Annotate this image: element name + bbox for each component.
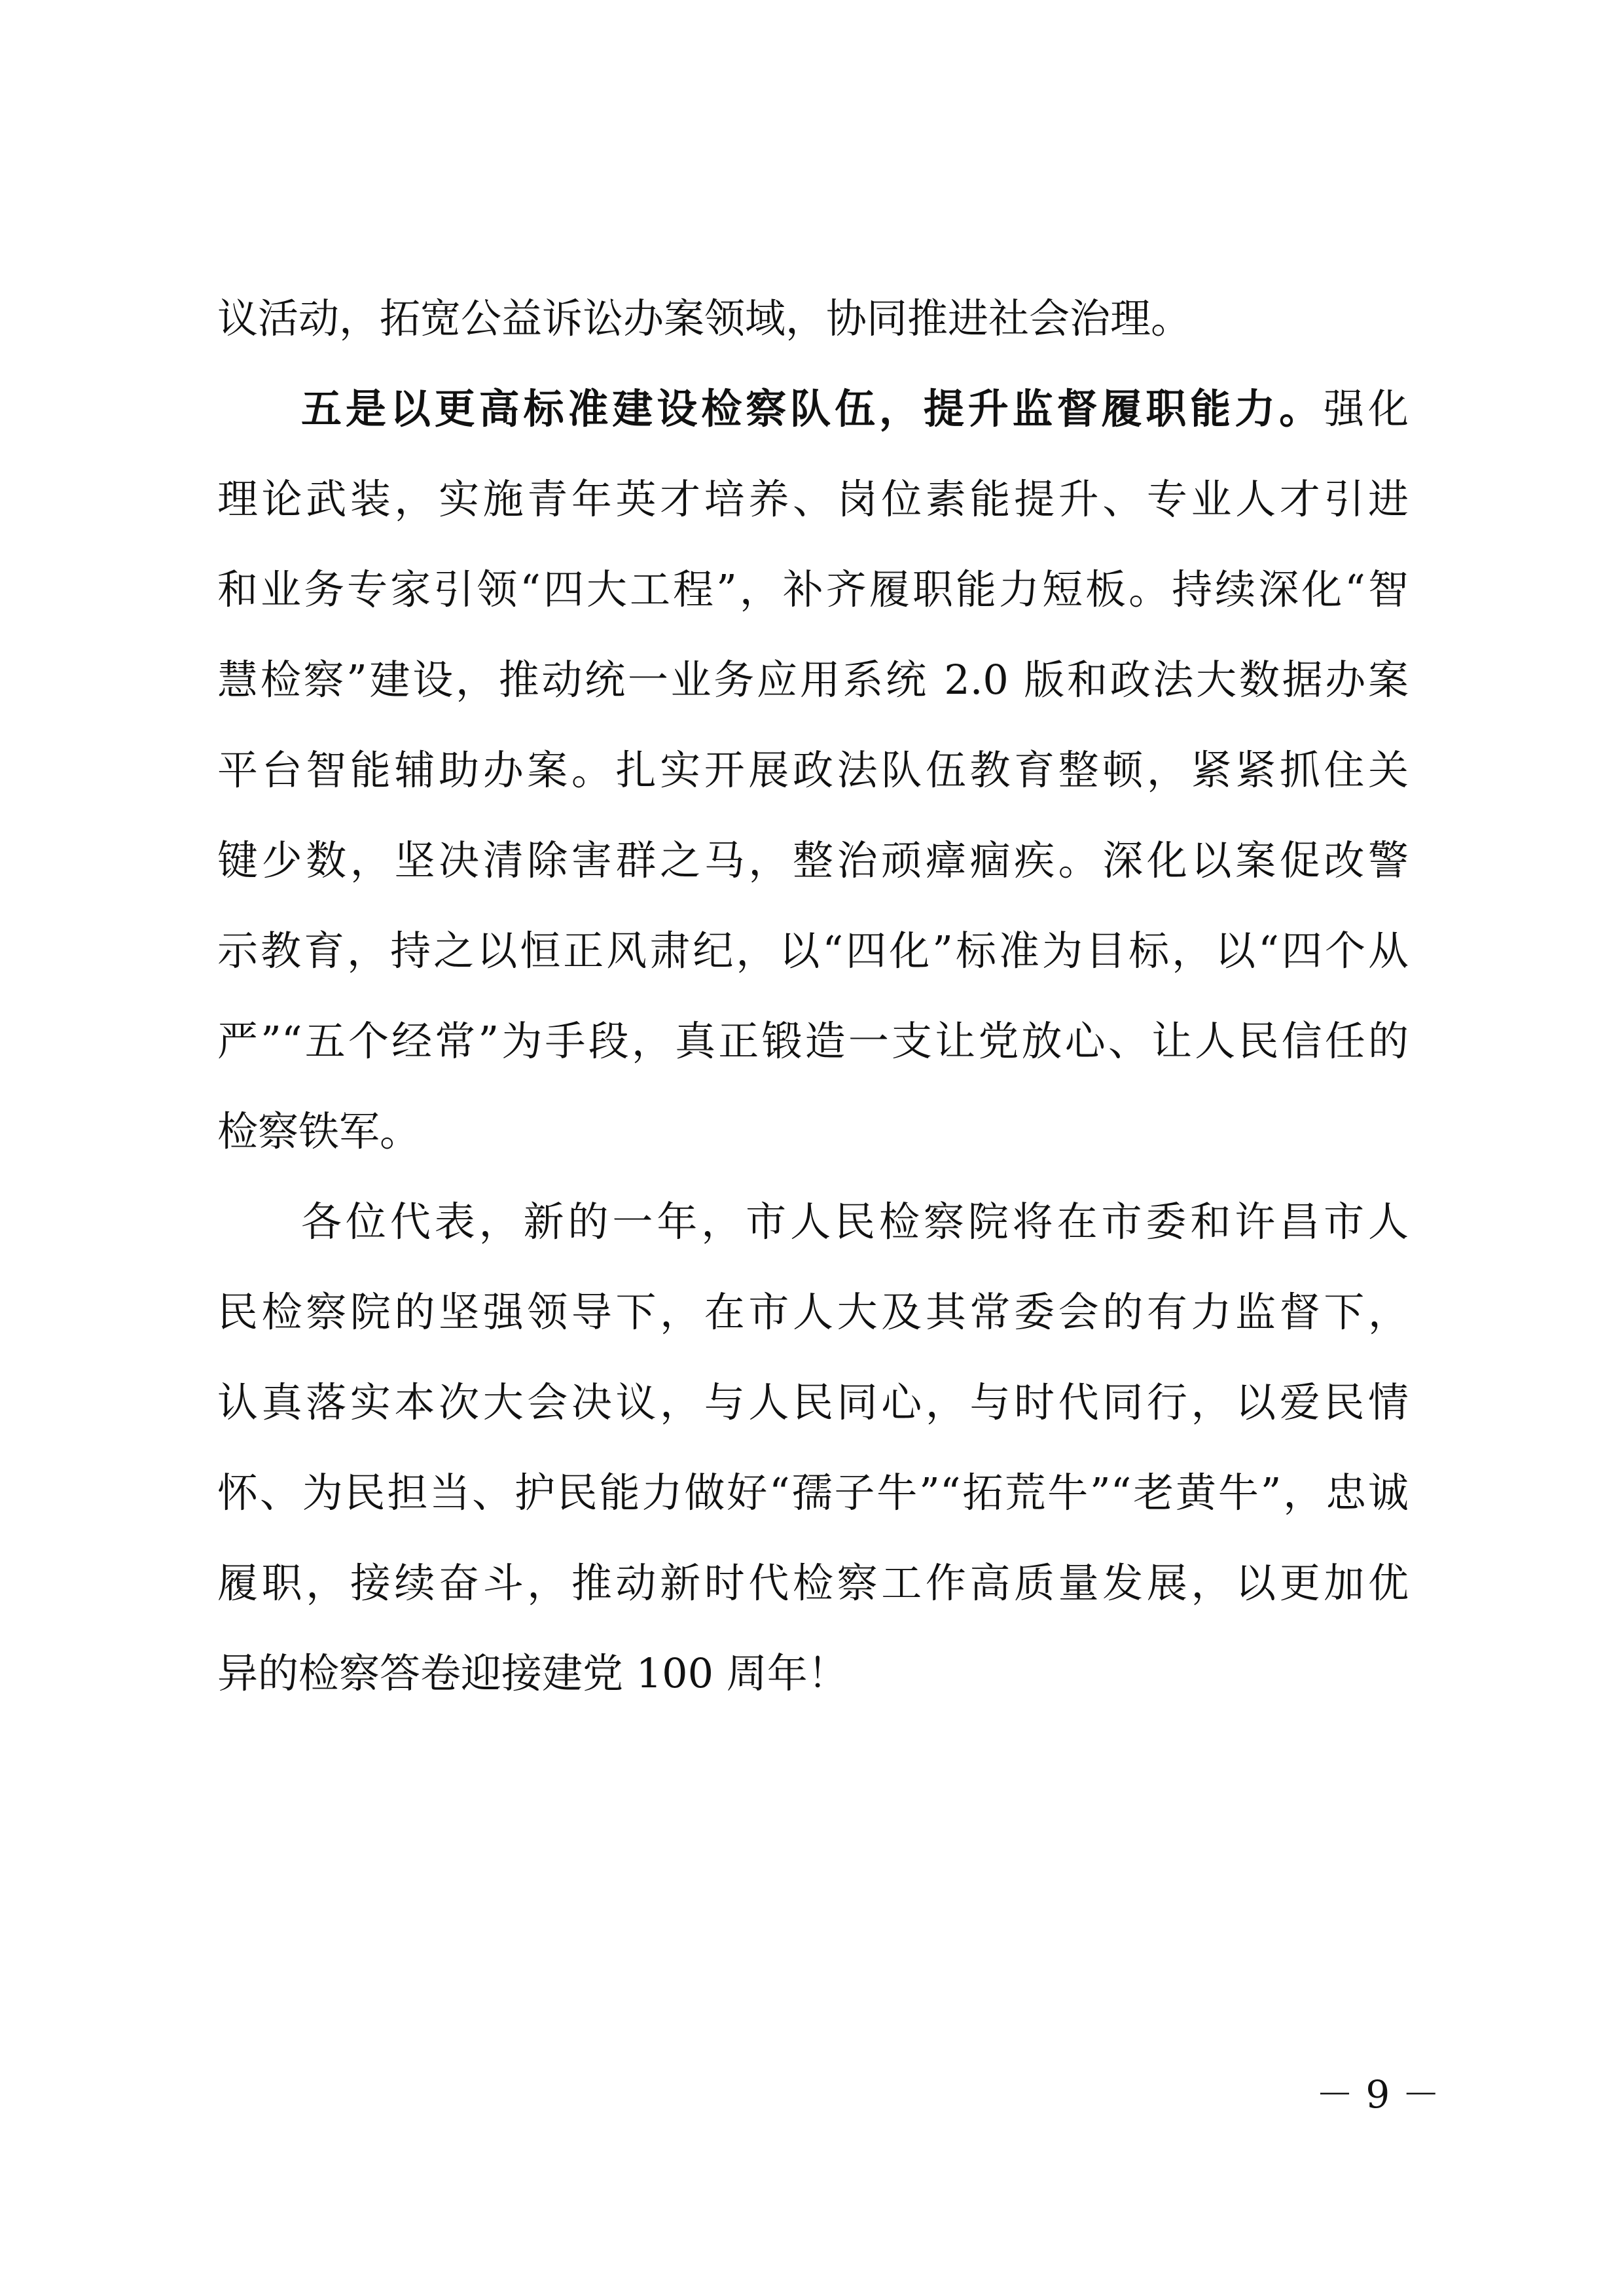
body-text: [217, 274, 1409, 1719]
paragraph-line: [217, 364, 1409, 454]
paragraph-line: 异的检察答卷迎接建党 100 周年！: [217, 1649, 848, 1697]
paragraph-line: 慧检察”建设，推动统一业务应用系统 2.0 版和政法大数据办案: [217, 656, 1409, 704]
paragraph-line: 议活动，拓宽公益诉讼办案领域，协同推进社会治理。: [217, 295, 1192, 342]
paragraph-line: 键少数，坚决清除害群之马，整治顽瘴痼疾。深化以案促改警: [217, 836, 1409, 884]
paragraph-line: 严”“五个经常”为手段，真正锻造一支让党放心、让人民信任的: [217, 1017, 1409, 1065]
paragraph-line: 各位代表，新的一年，市人民检察院将在市委和许昌市人: [301, 1198, 1409, 1246]
paragraph-line: 示教育，持之以恒正风肃纪，以“四化”标准为目标，以“四个从: [217, 927, 1409, 975]
paragraph-text: 强化: [1324, 385, 1409, 433]
paragraph-line: 怀、为民担当、护民能力做好“孺子牛”“拓荒牛”“老黄牛”，忠诚: [217, 1469, 1409, 1516]
paragraph-line: 平台智能辅助办案。扎实开展政法队伍教育整顿，紧紧抓住关: [217, 746, 1409, 794]
section-heading: 五是以更高标准建设检察队伍，提升监督履职能力。: [301, 385, 1324, 433]
paragraph-line: 履职，接续奋斗，推动新时代检察工作高质量发展，以更加优: [217, 1559, 1409, 1607]
paragraph-line: 检察铁军。: [217, 1107, 421, 1155]
page-number: － 9 －: [1316, 2072, 1440, 2117]
paragraph-line: 和业务专家引领“四大工程”，补齐履职能力短板。持续深化“智: [217, 565, 1409, 613]
paragraph-line: 民检察院的坚强领导下，在市人大及其常委会的有力监督下，: [217, 1288, 1409, 1336]
paragraph-line: 认真落实本次大会决议，与人民同心，与时代同行，以爱民情: [217, 1378, 1409, 1426]
paragraph-line: 理论武装，实施青年英才培养、岗位素能提升、专业人才引进: [217, 475, 1409, 523]
